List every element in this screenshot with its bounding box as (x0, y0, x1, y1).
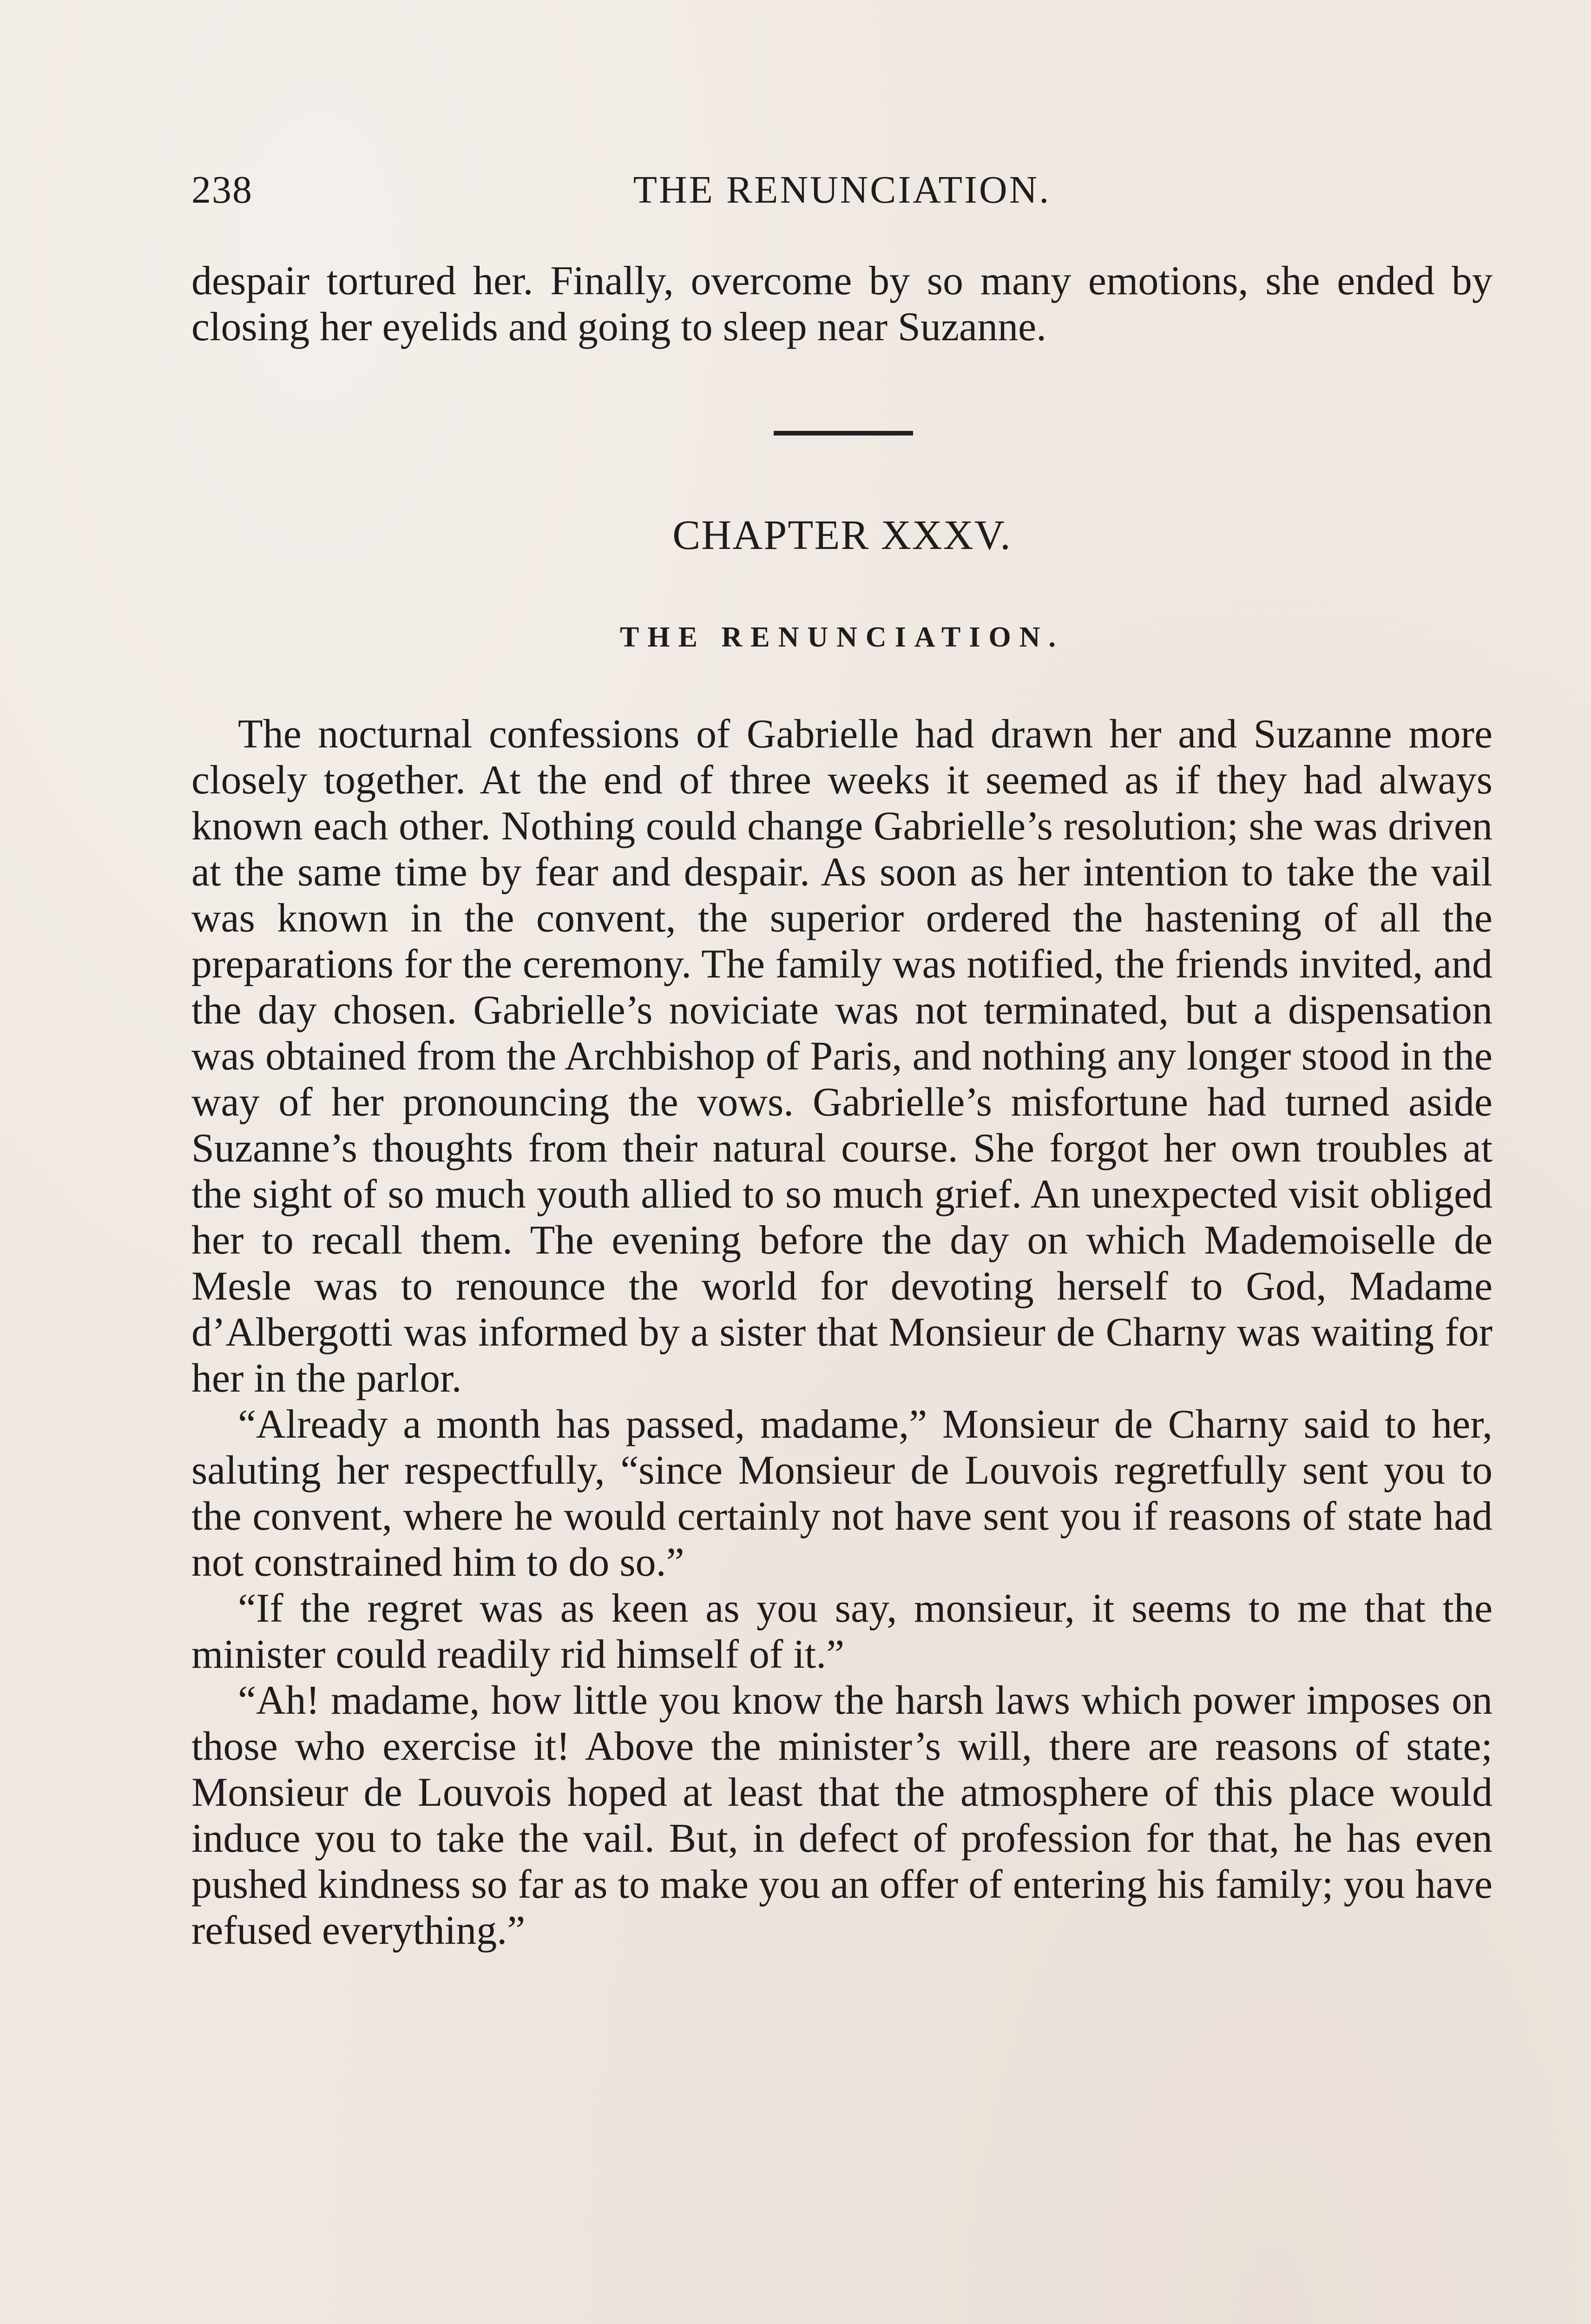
body-paragraph: “Ah! madame, how little you know the harsh laws which power imposes on those who exercise it! Above the minister’s will, there are reasons of state; Monsieur de Louvois hoped at least that the atmosphere of this place would induce you to take the vail. But, in defect of profession for that, he has even pushed kindness so far as to make you an offer of entering his family; you have refused everything.” (191, 1678, 1492, 1953)
opening-text-block (191, 258, 1492, 350)
body-paragraph: The nocturnal confessions of Gabrielle had drawn her and Suzanne more closely together. At the end of three weeks it seemed as if they had always known each other. Nothing could change Gabrielle’s resolution; she was driven at the same time by fear and despair. As soon as her intention to take the vail was known in the convent, the superior ordered the hastening of all the preparations for the ceremony. The family was notified, the friends invited, and the day chosen. Gabrielle’s noviciate was not terminated, but a dispensation was obtained from the Archbishop of Paris, and nothing any longer stood in the way of her pronouncing the vows. Gabrielle’s misfortune had turned aside Suzanne’s thoughts from their natural course. She forgot her own troubles at the sight of so much youth allied to so much grief. An unexpected visit obliged her to recall them. The evening before the day on which Mademoiselle de Mesle was to renounce the world for devoting herself to God, Madame d’Albergotti was informed by a sister that Monsieur de Charny was waiting for her in the parlor. (191, 712, 1492, 1401)
opening-paragraph: despair tortured her. Finally, overcome by so many emotions, she ended by closing her eyelids and going to sleep near Suzanne. (191, 258, 1492, 350)
body-paragraph: “Already a month has passed, madame,” Monsieur de Charny said to her, saluting her respectfully, “since Monsieur de Louvois regretfully sent you to the convent, where he would certainly not have sent you if reasons of state had not constrained him to do so.” (191, 1402, 1492, 1585)
page-header (191, 167, 1492, 223)
section-divider-rule (774, 431, 913, 436)
body-paragraph: “If the regret was as keen as you say, monsieur, it seems to me that the minister could readily rid himself of it.” (191, 1586, 1492, 1677)
chapter-body (191, 711, 1492, 1954)
chapter-subtitle: THE RENUNCIATION. (620, 621, 1064, 653)
page-number: 238 (191, 168, 253, 211)
running-head: THE RENUNCIATION. (633, 168, 1051, 211)
chapter-title: CHAPTER XXXV. (672, 512, 1012, 558)
